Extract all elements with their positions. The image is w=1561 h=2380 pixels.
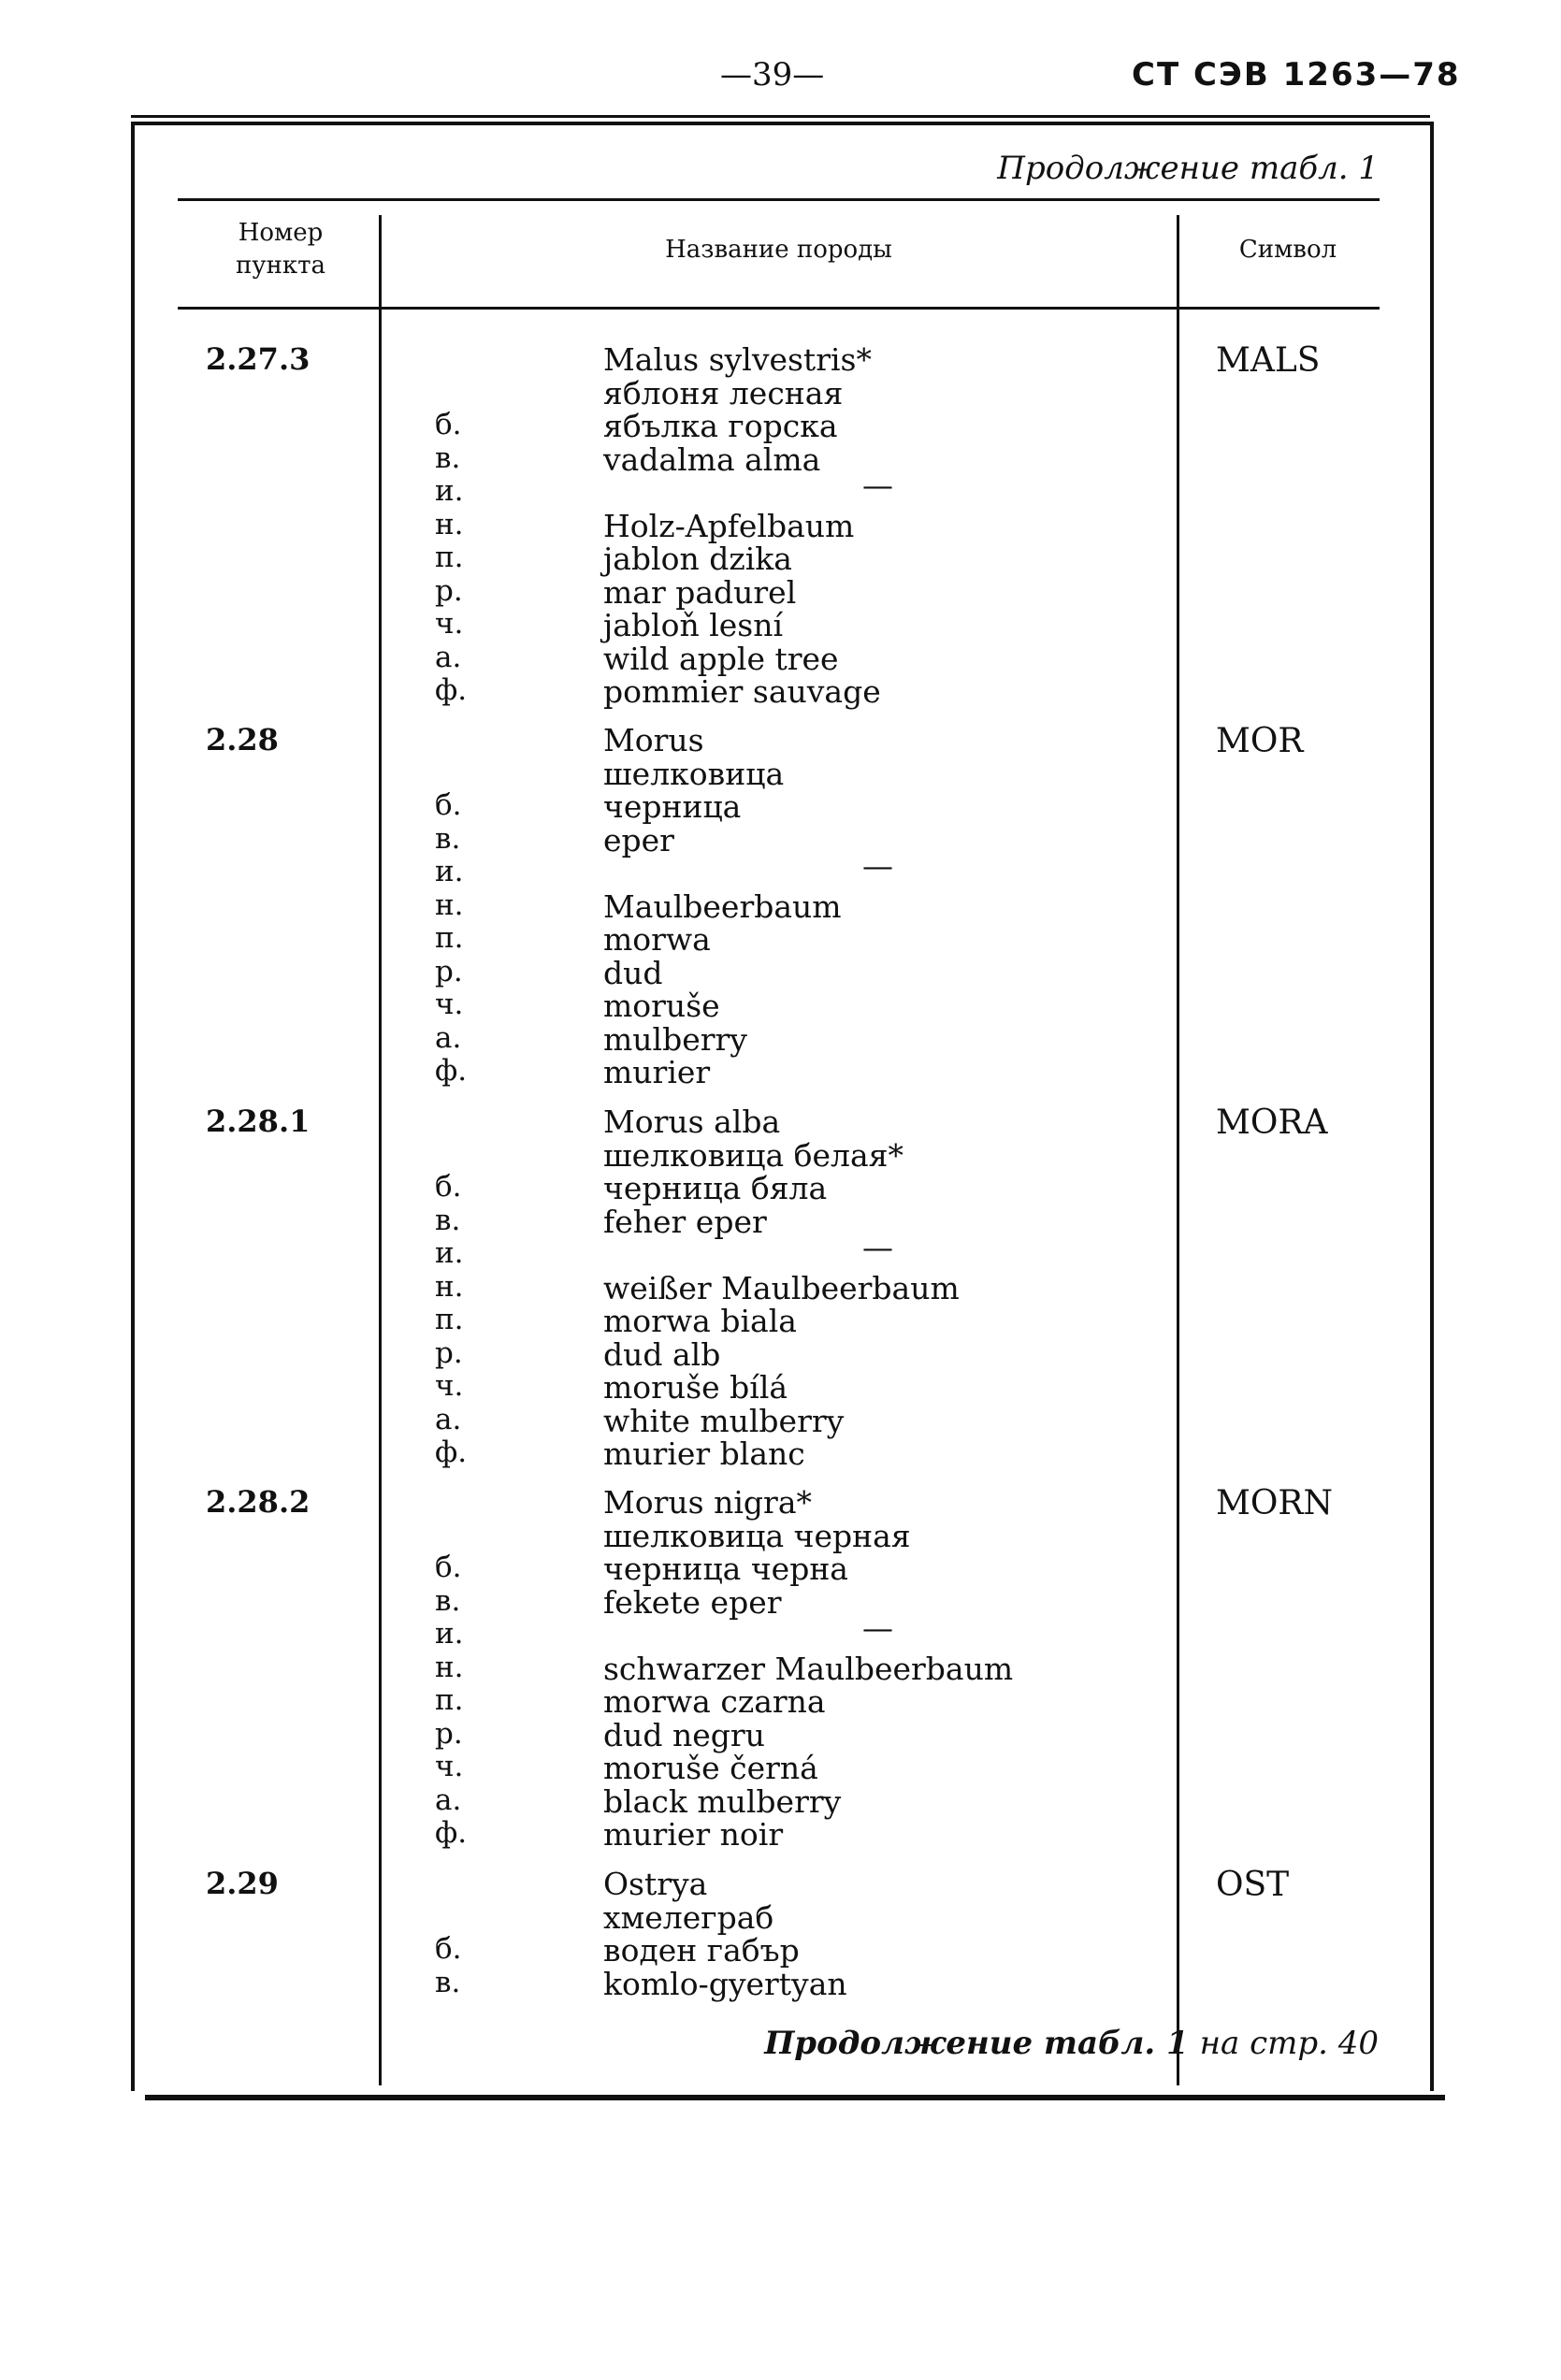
- language-name: morwa czarna: [603, 1683, 826, 1720]
- language-letter: и.: [435, 474, 464, 508]
- language-name: white mulberry: [603, 1402, 845, 1439]
- page-number: —39—: [720, 56, 825, 94]
- language-name: dud alb: [603, 1335, 721, 1373]
- entry-number: 2.29: [206, 1866, 279, 1901]
- language-name: jablon dzika: [603, 541, 792, 577]
- language-name: moruše černá: [603, 1750, 818, 1786]
- continuation-caption: Продолжение табл. 1: [997, 150, 1379, 187]
- language-letter: б.: [435, 408, 462, 441]
- language-letter: п.: [435, 921, 464, 955]
- language-name: pommier sauvage: [603, 673, 881, 710]
- entry-symbol: MALS: [1216, 341, 1321, 380]
- language-letter: а.: [435, 1402, 462, 1436]
- language-letter: ф.: [435, 1435, 468, 1469]
- language-letter: н.: [435, 1269, 464, 1304]
- language-name-dash: —: [862, 847, 893, 884]
- entry-latin-name: Ostrya: [603, 1866, 708, 1902]
- header-top-rule: [178, 198, 1380, 201]
- language-letter: п.: [435, 1683, 464, 1717]
- header-name: Название породы: [665, 236, 892, 264]
- language-name: eper: [603, 821, 674, 858]
- entry-symbol: MOR: [1216, 722, 1304, 760]
- entry-latin-name: Morus: [603, 722, 704, 758]
- header-bottom-rule: [178, 307, 1380, 310]
- footer-prefix: Продолжение табл. 1: [764, 2025, 1189, 2062]
- language-name: morwa: [603, 921, 711, 958]
- language-letter: р.: [435, 1716, 463, 1751]
- language-name: murier: [603, 1054, 711, 1090]
- language-letter: ч.: [435, 607, 464, 641]
- language-letter: ч.: [435, 1369, 464, 1403]
- entry-russian-name: шелковица белая*: [603, 1136, 903, 1174]
- header-number: Номер пункта: [235, 219, 326, 281]
- top-rule: [131, 115, 1430, 118]
- language-name: moruše bílá: [603, 1369, 788, 1406]
- entry-latin-name: Malus sylvestris*: [603, 341, 872, 378]
- language-letter: а.: [435, 640, 462, 674]
- language-letter: п.: [435, 1303, 464, 1336]
- language-name-dash: —: [862, 1609, 893, 1646]
- language-name: dud: [603, 954, 663, 991]
- language-letter: н.: [435, 887, 464, 922]
- language-name: komlo-gyertyan: [603, 1965, 847, 2002]
- language-letter: и.: [435, 855, 464, 888]
- language-letter: н.: [435, 1650, 464, 1684]
- entry-number: 2.28: [206, 722, 279, 757]
- language-letter: ф.: [435, 1816, 468, 1850]
- language-name: murier noir: [603, 1816, 784, 1853]
- language-name: Maulbeerbaum: [603, 887, 842, 925]
- language-name: murier blanc: [603, 1435, 805, 1472]
- language-letter: п.: [435, 541, 464, 574]
- language-letter: р.: [435, 954, 463, 988]
- entry-russian-name: шелковица черная: [603, 1517, 911, 1554]
- language-letter: и.: [435, 1236, 464, 1270]
- column-divider-right: [1177, 215, 1179, 2085]
- language-letter: н.: [435, 507, 464, 541]
- language-name: черница бяла: [603, 1170, 828, 1206]
- language-name: dud negru: [603, 1716, 765, 1753]
- language-name: black mulberry: [603, 1782, 842, 1820]
- language-letter: в.: [435, 440, 461, 475]
- entry-number: 2.28.1: [206, 1103, 311, 1139]
- language-letter: б.: [435, 1551, 462, 1584]
- frame-bottom-rule: [145, 2095, 1445, 2100]
- entry-symbol: MORN: [1216, 1484, 1333, 1522]
- language-letter: ч.: [435, 988, 464, 1021]
- header-symbol: Символ: [1238, 236, 1337, 264]
- language-name: mar padurel: [603, 573, 797, 611]
- entry-latin-name: Morus nigra*: [603, 1484, 812, 1521]
- language-letter: в.: [435, 1203, 461, 1237]
- language-name: wild apple tree: [603, 640, 839, 677]
- language-letter: р.: [435, 573, 463, 608]
- language-name: fekete eper: [603, 1583, 782, 1621]
- language-name: weißer Maulbeerbaum: [603, 1269, 960, 1306]
- entry-russian-name: шелковица: [603, 755, 785, 792]
- continuation-footer: [764, 2025, 1379, 2062]
- language-name: Holz-Apfelbaum: [603, 507, 855, 544]
- language-letter: ф.: [435, 1054, 468, 1088]
- language-name: mulberry: [603, 1020, 747, 1058]
- language-letter: р.: [435, 1335, 463, 1370]
- language-name-dash: —: [862, 1229, 893, 1265]
- language-name-dash: —: [862, 467, 893, 503]
- language-name: vadalma alma: [603, 440, 821, 478]
- language-name: черница: [603, 788, 742, 825]
- entry-symbol: MORA: [1216, 1103, 1328, 1142]
- language-letter: а.: [435, 1020, 462, 1055]
- language-name: schwarzer Maulbeerbaum: [603, 1650, 1014, 1687]
- language-name: воден габър: [603, 1932, 800, 1969]
- entry-russian-name: яблоня лесная: [603, 374, 844, 411]
- entry-number: 2.28.2: [206, 1484, 311, 1520]
- entry-number: 2.27.3: [206, 341, 311, 377]
- entry-symbol: OST: [1216, 1866, 1290, 1904]
- language-letter: ч.: [435, 1750, 464, 1783]
- entry-latin-name: Morus alba: [603, 1103, 781, 1140]
- language-name: ябълка горска: [603, 408, 838, 444]
- language-letter: а.: [435, 1782, 462, 1817]
- language-name: feher eper: [603, 1203, 767, 1240]
- language-name: jabloň lesní: [603, 607, 784, 643]
- language-name: moruše: [603, 988, 720, 1024]
- standard-designation: СТ СЭВ 1263—78: [1132, 56, 1461, 94]
- column-divider-left: [379, 215, 382, 2085]
- language-letter: в.: [435, 821, 461, 856]
- language-letter: ф.: [435, 673, 468, 707]
- language-letter: в.: [435, 1965, 461, 1999]
- language-name: черница черна: [603, 1551, 848, 1587]
- entry-russian-name: хмелеграб: [603, 1898, 774, 1936]
- footer-suffix: на стр. 40: [1199, 2025, 1379, 2062]
- language-letter: б.: [435, 788, 462, 822]
- language-letter: и.: [435, 1617, 464, 1651]
- language-name: morwa biala: [603, 1303, 797, 1339]
- language-letter: в.: [435, 1583, 461, 1618]
- language-letter: б.: [435, 1932, 462, 1966]
- language-letter: б.: [435, 1170, 462, 1204]
